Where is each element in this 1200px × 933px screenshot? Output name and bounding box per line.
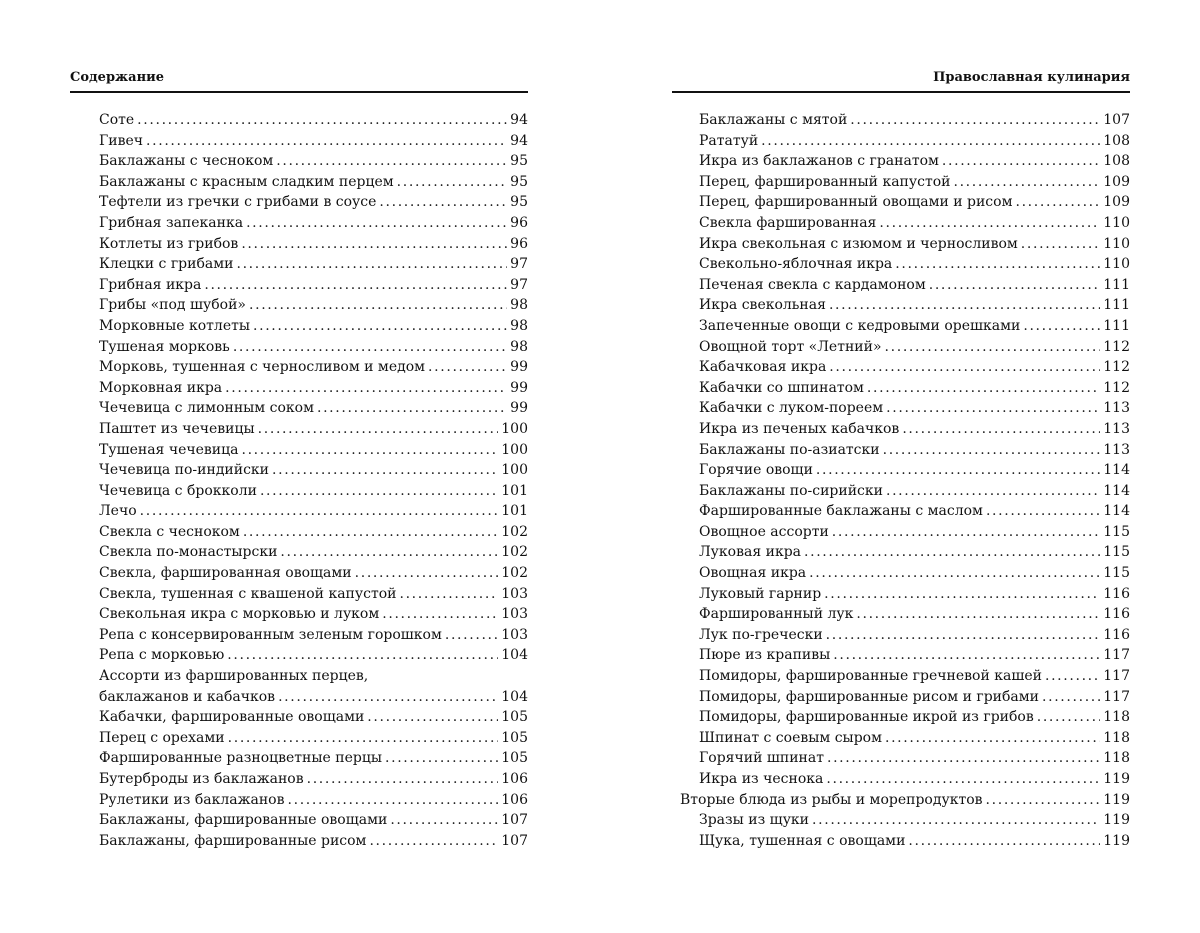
dot-leader (1037, 707, 1101, 728)
toc-entry (680, 357, 1130, 378)
toc-entry-title: Икра свекольная с изюмом и черносливом (699, 235, 1018, 252)
toc-entry-page-number: 94 (510, 112, 528, 128)
dot-leader (288, 790, 499, 811)
toc-entry (680, 398, 1130, 419)
toc-entry-title: Грибная запеканка (99, 214, 244, 231)
dot-leader (317, 398, 507, 419)
toc-entry-page-number: 114 (1103, 462, 1130, 479)
toc-entry-page-number: 107 (501, 812, 528, 829)
toc-entry-title: Кабачки, фаршированные овощами (99, 709, 365, 726)
toc-entry-page-number: 105 (501, 709, 528, 726)
dot-leader (832, 522, 1100, 543)
dot-leader (278, 687, 498, 708)
toc-entry-page-number: 96 (510, 235, 528, 252)
toc-entry (99, 295, 528, 316)
dot-leader (812, 810, 1100, 831)
toc-entry (99, 625, 528, 646)
dot-leader (908, 831, 1100, 852)
toc-entry-page-number: 101 (501, 503, 528, 520)
toc-entry (99, 131, 528, 152)
running-head-left (70, 66, 528, 93)
toc-entry-title: Баклажаны, фаршированные овощами (99, 812, 388, 829)
toc-entry (99, 172, 528, 193)
dot-leader (856, 604, 1100, 625)
toc-entry-title: Грибы «под шубой» (99, 297, 246, 314)
toc-entry-page-number: 95 (510, 173, 528, 190)
toc-entry-page-number: 100 (501, 441, 528, 458)
toc-entry (680, 645, 1130, 666)
dot-leader (258, 419, 499, 440)
toc-entry (680, 172, 1130, 193)
toc-entry-title: Зразы из щуки (699, 812, 810, 829)
toc-entry (680, 192, 1130, 213)
dot-leader (140, 501, 499, 522)
toc-entry-page-number: 109 (1103, 194, 1130, 211)
toc-entry (99, 316, 528, 337)
dot-leader (1021, 234, 1100, 255)
toc-entry-page-number: 113 (1103, 420, 1130, 437)
toc-entry (99, 769, 528, 790)
toc-entry-page-number: 103 (501, 626, 528, 643)
toc-entry-title: Рататуй (699, 132, 759, 149)
toc-entry-page-number: 112 (1103, 338, 1130, 355)
toc-entry-title: Горячие овощи (699, 462, 813, 479)
toc-entry-title: Репа с консервированным зеленым горошком (99, 626, 442, 643)
dot-leader (809, 563, 1100, 584)
toc-entry-page-number: 111 (1103, 317, 1130, 334)
toc-entry-title: Кабачки со шпинатом (699, 379, 864, 396)
dot-leader (942, 151, 1100, 172)
toc-entry-title: Чечевица по-индийски (99, 462, 270, 479)
toc-entry-title: Щука, тушенная с овощами (699, 832, 906, 849)
toc-entry-page-number: 102 (501, 565, 528, 582)
toc-entry-title: Паштет из чечевицы (99, 420, 255, 437)
toc-entry-title: Морковные котлеты (99, 317, 250, 334)
toc-entry-page-number: 97 (510, 276, 528, 293)
dot-leader (953, 172, 1100, 193)
toc-entry-page-number: 117 (1103, 688, 1130, 705)
toc-entry-page-number: 106 (501, 791, 528, 808)
toc-entry (99, 254, 528, 275)
dot-leader (241, 440, 498, 461)
toc-entry-title-line2-row (99, 687, 528, 708)
dot-leader (428, 357, 507, 378)
toc-entry-page-number: 114 (1103, 503, 1130, 520)
toc-entry (680, 460, 1130, 481)
toc-entry (99, 707, 528, 728)
toc-entry (680, 769, 1130, 790)
toc-entry (99, 584, 528, 605)
toc-entry-page-number: 94 (510, 132, 528, 149)
dot-leader (1015, 192, 1100, 213)
toc-entry (99, 234, 528, 255)
toc-entry-page-number: 101 (501, 482, 528, 499)
toc-entry-title: Запеченные овощи с кедровыми орешками (699, 317, 1021, 334)
toc-entry (680, 234, 1130, 255)
dot-leader (1042, 687, 1100, 708)
toc-entry-title: Баклажаны, фаршированные рисом (99, 832, 367, 849)
toc-entry (99, 357, 528, 378)
toc-entry-title: Икра свекольная (699, 297, 826, 314)
toc-entry-title: Рулетики из баклажанов (99, 791, 285, 808)
toc-entry-title: Баклажаны с красным сладким перцем (99, 173, 394, 190)
toc-entry (99, 501, 528, 522)
toc-entry (99, 748, 528, 769)
toc-entry-page-number: 111 (1103, 297, 1130, 314)
toc-entry-title: Печеная свекла с кардамоном (699, 276, 926, 293)
dot-leader (895, 254, 1100, 275)
toc-entry (680, 131, 1130, 152)
toc-entry-title: Тефтели из гречки с грибами в соусе (99, 194, 377, 211)
toc-entry (680, 337, 1130, 358)
toc-entry-page-number: 107 (1103, 112, 1130, 128)
toc-entry-title: Котлеты из грибов (99, 235, 239, 252)
toc-entry-title: Свекольная икра с морковью и луком (99, 606, 380, 623)
toc-entry-page-number: 110 (1103, 214, 1130, 231)
toc-entry-title: Фаршированный лук (699, 606, 854, 623)
toc-entry-page-number: 102 (501, 544, 528, 561)
dot-leader (307, 769, 499, 790)
dot-leader (390, 810, 498, 831)
toc-entry-page-number: 116 (1103, 606, 1130, 623)
toc-entry-title: Помидоры, фаршированные гречневой кашей (699, 668, 1042, 685)
dot-leader (761, 131, 1100, 152)
toc-entry-title: Лук по-гречески (699, 626, 823, 643)
toc-entry-page-number: 98 (510, 297, 528, 314)
dot-leader (879, 213, 1100, 234)
toc-entry (99, 831, 528, 852)
toc-entry-page-number: 115 (1103, 544, 1130, 561)
toc-entry (680, 151, 1130, 172)
toc-entry-page-number: 99 (510, 400, 528, 417)
toc-entry-title: Репа с морковью (99, 647, 225, 664)
toc-entry-title: Луковая икра (699, 544, 801, 561)
toc-entry (680, 481, 1130, 502)
toc-entry-page-number: 116 (1103, 585, 1130, 602)
toc-entry (680, 316, 1130, 337)
toc-entry-title-line2: баклажанов и кабачков (99, 688, 276, 705)
toc-entry-page-number: 99 (510, 359, 528, 376)
toc-entry (99, 563, 528, 584)
dot-leader (986, 501, 1100, 522)
dot-leader (902, 419, 1100, 440)
toc-entry (680, 275, 1130, 296)
dot-leader (850, 110, 1100, 131)
toc-entry-title: Бутерброды из баклажанов (99, 771, 304, 787)
toc-entry-page-number: 104 (501, 688, 528, 705)
toc-entry-title: Горячий шпинат (699, 750, 824, 767)
toc-entry-title: Перец с орехами (99, 729, 225, 746)
toc-entry (680, 295, 1130, 316)
toc-entry-page-number: 108 (1103, 132, 1130, 149)
dot-leader (241, 234, 507, 255)
dot-leader (260, 481, 498, 502)
toc-entry-page-number: 118 (1103, 709, 1130, 726)
toc-entry-page-number: 110 (1103, 235, 1130, 252)
dot-leader (228, 728, 499, 749)
left-page (70, 0, 528, 933)
toc-entry-page-number: 113 (1103, 400, 1130, 417)
toc-entry (99, 645, 528, 666)
toc-entry (680, 831, 1130, 852)
toc-entry-page-number: 109 (1103, 173, 1130, 190)
dot-leader (272, 460, 498, 481)
dot-leader (280, 542, 498, 563)
toc-entry (680, 419, 1130, 440)
dot-leader (1023, 316, 1100, 337)
toc-entry (680, 522, 1130, 543)
toc-entry (99, 151, 528, 172)
dot-leader (886, 398, 1100, 419)
toc-entry-page-number: 119 (1103, 771, 1130, 787)
toc-entry-page-number: 99 (510, 379, 528, 396)
toc-entry-title: Клецки с грибами (99, 256, 234, 273)
toc-entry (680, 110, 1130, 131)
toc-entry-page-number: 112 (1103, 379, 1130, 396)
dot-leader (276, 151, 507, 172)
toc-entry-title: Свекла фаршированная (699, 214, 877, 231)
toc-entry (680, 687, 1130, 708)
toc-entry-page-number: 115 (1103, 523, 1130, 540)
toc-entry-title: Помидоры, фаршированные икрой из грибов (699, 709, 1034, 726)
dot-leader (382, 604, 498, 625)
dot-leader (204, 275, 507, 296)
toc-entry-title: Икра из чеснока (699, 771, 824, 787)
toc-entry (99, 728, 528, 749)
dot-leader (225, 378, 507, 399)
dot-leader (137, 110, 507, 131)
toc-entry-title: Свекольно-яблочная икра (699, 256, 893, 273)
toc-entry-page-number: 119 (1103, 832, 1130, 849)
toc-entry (680, 254, 1130, 275)
toc-entry-title: Икра из баклажанов с гранатом (699, 153, 939, 170)
toc-entry-page-number: 97 (510, 256, 528, 273)
dot-leader (886, 481, 1100, 502)
dot-leader (399, 584, 498, 605)
dot-leader (355, 563, 499, 584)
dot-leader (369, 831, 498, 852)
toc-entry-title-line1: Ассорти из фаршированных перцев, (99, 668, 369, 685)
toc-entry-title: Овощная икра (699, 565, 807, 582)
running-head-right (672, 66, 1130, 93)
dot-leader (824, 584, 1100, 605)
toc-entry (99, 522, 528, 543)
toc-entry-page-number: 116 (1103, 626, 1130, 643)
toc-entry-title: Тушеная чечевица (99, 441, 239, 458)
toc-entry-title: Кабачки с луком-пореем (699, 400, 884, 417)
dot-leader (1045, 666, 1100, 687)
toc-entry-title: Помидоры, фаршированные рисом и грибами (699, 688, 1039, 705)
toc-entry-page-number: 103 (501, 585, 528, 602)
toc-entry-page-number: 115 (1103, 565, 1130, 582)
dot-leader (233, 337, 507, 358)
toc-entry (680, 440, 1130, 461)
right-page (672, 0, 1130, 933)
dot-leader (883, 440, 1101, 461)
toc-entry-title: Чечевица с лимонным соком (99, 400, 314, 417)
toc-entry-title: Гивеч (99, 132, 144, 149)
running-head-right-text: Православная кулинария (933, 70, 1130, 85)
toc-entry-page-number: 108 (1103, 153, 1130, 170)
toc-entry-title: Овощное ассорти (699, 523, 829, 540)
toc-entry (680, 378, 1130, 399)
dot-leader (867, 378, 1100, 399)
dot-leader (445, 625, 498, 646)
toc-entry-title: Свекла, фаршированная овощами (99, 565, 352, 582)
toc-entry-page-number: 103 (501, 606, 528, 623)
toc-entry-title: Шпинат с соевым сыром (699, 729, 882, 746)
running-head-left-text: Содержание (70, 70, 165, 85)
dot-leader (826, 625, 1101, 646)
dot-leader (885, 337, 1101, 358)
toc-entry-title: Баклажаны с мятой (699, 112, 848, 128)
toc-entry (99, 810, 528, 831)
toc-entry-page-number: 106 (501, 771, 528, 787)
toc-entry-page-number: 95 (510, 194, 528, 211)
toc-entry (99, 440, 528, 461)
toc-entry-title: Икра из печеных кабачков (699, 420, 900, 437)
toc-entry-title: Овощной торт «Летний» (699, 338, 882, 355)
toc-entry-page-number: 100 (501, 420, 528, 437)
dot-leader (826, 769, 1100, 790)
toc-list-right (680, 110, 1130, 851)
toc-entry-page-number: 118 (1103, 729, 1130, 746)
toc-entry (680, 584, 1130, 605)
toc-entry (99, 790, 528, 811)
toc-entry-multiline (99, 666, 528, 707)
toc-list-left (99, 110, 528, 851)
toc-entry-title: Вторые блюда из рыбы и морепродуктов (680, 791, 983, 808)
toc-entry (99, 419, 528, 440)
toc-entry (680, 748, 1130, 769)
toc-entry-page-number: 117 (1103, 647, 1130, 664)
toc-entry-page-number: 117 (1103, 668, 1130, 685)
dot-leader (146, 131, 507, 152)
toc-entry (99, 604, 528, 625)
toc-entry (680, 810, 1130, 831)
toc-entry-page-number: 118 (1103, 750, 1130, 767)
dot-leader (827, 748, 1100, 769)
toc-entry-title: Фаршированные баклажаны с маслом (699, 503, 983, 520)
toc-entry-page-number: 100 (501, 462, 528, 479)
dot-leader (367, 707, 498, 728)
toc-entry (99, 481, 528, 502)
toc-entry (680, 666, 1130, 687)
toc-entry-title: Баклажаны с чесноком (99, 153, 274, 170)
dot-leader (986, 790, 1101, 811)
toc-entry (99, 460, 528, 481)
toc-entry-page-number: 111 (1103, 276, 1130, 293)
toc-entry-page-number: 110 (1103, 256, 1130, 273)
toc-entry-page-number: 96 (510, 214, 528, 231)
toc-entry-page-number: 114 (1103, 482, 1130, 499)
toc-entry-title: Морковная икра (99, 379, 223, 396)
dot-leader (829, 295, 1100, 316)
toc-entry (680, 542, 1130, 563)
toc-entry-page-number: 98 (510, 338, 528, 355)
dot-leader (385, 748, 498, 769)
dot-leader (246, 213, 507, 234)
toc-entry (680, 625, 1130, 646)
toc-entry-page-number: 102 (501, 523, 528, 540)
toc-entry (680, 501, 1130, 522)
toc-entry-title: Кабачковая икра (699, 359, 827, 376)
toc-entry (680, 563, 1130, 584)
toc-entry (99, 398, 528, 419)
dot-leader (829, 357, 1100, 378)
toc-entry (99, 542, 528, 563)
toc-entry-page-number: 119 (1103, 791, 1130, 808)
toc-entry-page-number: 105 (501, 750, 528, 767)
toc-entry (680, 728, 1130, 749)
dot-leader (833, 645, 1100, 666)
toc-entry (680, 707, 1130, 728)
toc-entry-title: Свекла, тушенная с квашеной капустой (99, 585, 397, 602)
dot-leader (929, 275, 1101, 296)
toc-entry-page-number: 112 (1103, 359, 1130, 376)
dot-leader (804, 542, 1100, 563)
toc-entry (99, 110, 528, 131)
toc-entry (680, 604, 1130, 625)
toc-entry-title: Свекла по-монастырски (99, 544, 278, 561)
toc-entry-title: Фаршированные разноцветные перцы (99, 750, 382, 767)
toc-entry (99, 378, 528, 399)
toc-entry-title: Грибная икра (99, 276, 202, 293)
toc-entry-title: Соте (99, 112, 135, 128)
dot-leader (253, 316, 507, 337)
toc-entry-page-number: 113 (1103, 441, 1130, 458)
toc-entry (680, 790, 1130, 811)
toc-entry-title: Свекла с чесноком (99, 523, 240, 540)
toc-entry-title: Баклажаны по-азиатски (699, 441, 880, 458)
dot-leader (227, 645, 498, 666)
toc-entry (680, 213, 1130, 234)
toc-entry-page-number: 105 (501, 729, 528, 746)
dot-leader (885, 728, 1100, 749)
toc-entry (99, 213, 528, 234)
toc-entry-title: Баклажаны по-сирийски (699, 482, 883, 499)
dot-leader (816, 460, 1100, 481)
toc-entry-title: Пюре из крапивы (699, 647, 831, 664)
dot-leader (249, 295, 507, 316)
dot-leader (397, 172, 508, 193)
dot-leader (236, 254, 507, 275)
toc-entry-title: Перец, фаршированный овощами и рисом (699, 194, 1013, 211)
toc-entry-title: Чечевица с брокколи (99, 482, 257, 499)
toc-entry-page-number: 104 (501, 647, 528, 664)
toc-entry-title: Морковь, тушенная с черносливом и медом (99, 359, 426, 376)
toc-entry (99, 337, 528, 358)
toc-entry-title: Перец, фаршированный капустой (699, 173, 951, 190)
toc-entry-page-number: 95 (510, 153, 528, 170)
dot-leader (243, 522, 498, 543)
toc-entry-title: Тушеная морковь (99, 338, 230, 355)
toc-entry-title: Лечо (99, 503, 137, 520)
toc-entry-title: Луковый гарнир (699, 585, 822, 602)
toc-entry-page-number: 107 (501, 832, 528, 849)
toc-entry-page-number: 119 (1103, 812, 1130, 829)
toc-entry (99, 275, 528, 296)
toc-entry-page-number: 98 (510, 317, 528, 334)
dot-leader (379, 192, 507, 213)
toc-entry (99, 192, 528, 213)
